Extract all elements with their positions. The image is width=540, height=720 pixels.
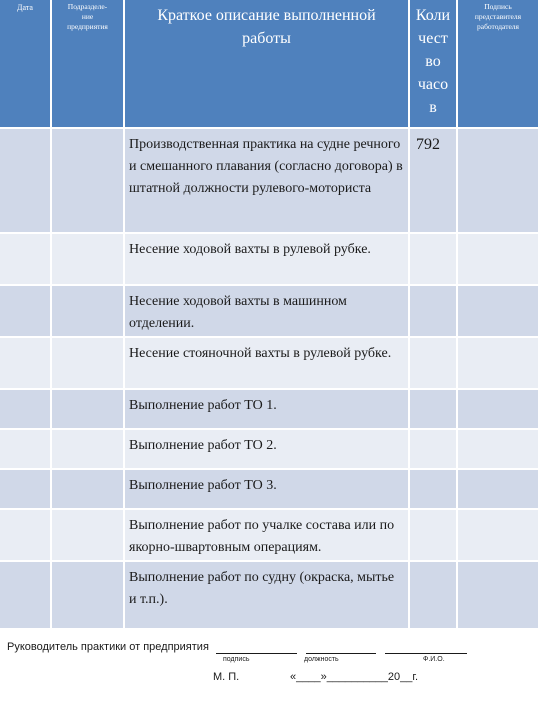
cell-signature[interactable]	[458, 470, 540, 510]
signature-line[interactable]	[216, 653, 297, 654]
header-hours-line: чест	[418, 30, 448, 47]
cell-hours	[410, 510, 458, 562]
name-line[interactable]	[385, 653, 467, 654]
cell-description: Выполнение работ ТО 3.	[125, 470, 410, 510]
header-department	[52, 0, 125, 129]
cell-date[interactable]	[0, 510, 52, 562]
cell-hours: 792	[410, 129, 458, 234]
cell-signature[interactable]	[458, 430, 540, 470]
cell-signature[interactable]	[458, 510, 540, 562]
signature-caption: подпись	[223, 656, 250, 663]
header-department-line: Подразделе-	[67, 2, 108, 11]
date-line[interactable]: «____»__________20__г.	[290, 671, 419, 683]
cell-date[interactable]	[0, 129, 52, 234]
cell-hours	[410, 286, 458, 338]
cell-date[interactable]	[0, 430, 52, 470]
cell-signature[interactable]	[458, 129, 540, 234]
cell-date[interactable]	[0, 470, 52, 510]
cell-department[interactable]	[52, 338, 125, 390]
header-description: Краткое описание выполненной работы	[125, 0, 410, 129]
cell-date[interactable]	[0, 338, 52, 390]
header-hours-line: Коли	[415, 7, 451, 24]
header-hours	[410, 0, 458, 129]
header-hours-line: часо	[417, 76, 449, 93]
cell-signature[interactable]	[458, 234, 540, 286]
header-signature-line: Подпись	[484, 2, 512, 11]
cell-department[interactable]	[52, 562, 125, 630]
header-signature	[458, 0, 540, 129]
cell-description: Выполнение работ по учалке состава или по якорно-швартовным операциям.	[125, 510, 410, 562]
header-date: Дата	[0, 0, 52, 129]
cell-description: Несение стояночной вахты в рулевой рубке.	[125, 338, 410, 390]
cell-description: Выполнение работ ТО 2.	[125, 430, 410, 470]
header-signature-line: работодателя	[476, 22, 519, 31]
cell-date[interactable]	[0, 562, 52, 630]
cell-description: Несение ходовой вахты в машинном отделении.	[125, 286, 410, 338]
name-caption: Ф.И.О.	[423, 656, 445, 663]
cell-department[interactable]	[52, 129, 125, 234]
cell-department[interactable]	[52, 234, 125, 286]
header-hours-line: в	[429, 99, 437, 116]
cell-department[interactable]	[52, 390, 125, 430]
cell-description: Выполнение работ ТО 1.	[125, 390, 410, 430]
header-hours-line: во	[425, 53, 441, 70]
cell-department[interactable]	[52, 286, 125, 338]
cell-department[interactable]	[52, 430, 125, 470]
cell-department[interactable]	[52, 510, 125, 562]
cell-hours	[410, 562, 458, 630]
cell-hours	[410, 470, 458, 510]
cell-description: Производственная практика на судне речного и смешанного плавания (согласно договора) в штатной должности рулевого-моториста	[125, 129, 410, 234]
cell-description: Выполнение работ по судну (окраска, мытье и т.п.).	[125, 562, 410, 630]
cell-hours	[410, 390, 458, 430]
header-signature-line: представителя	[474, 12, 522, 21]
cell-signature[interactable]	[458, 286, 540, 338]
cell-date[interactable]	[0, 234, 52, 286]
supervisor-label: Руководитель практики от предприятия	[7, 641, 209, 653]
cell-hours	[410, 430, 458, 470]
position-line[interactable]	[306, 653, 376, 654]
header-department-line: предприятия	[67, 22, 108, 31]
cell-description: Несение ходовой вахты в рулевой рубке.	[125, 234, 410, 286]
cell-hours	[410, 234, 458, 286]
cell-signature[interactable]	[458, 390, 540, 430]
cell-date[interactable]	[0, 286, 52, 338]
position-caption: должность	[304, 656, 339, 663]
cell-hours	[410, 338, 458, 390]
stamp-label: М. П.	[213, 671, 240, 683]
cell-department[interactable]	[52, 470, 125, 510]
cell-date[interactable]	[0, 390, 52, 430]
header-department-line: ние	[81, 12, 94, 21]
cell-signature[interactable]	[458, 562, 540, 630]
cell-signature[interactable]	[458, 338, 540, 390]
